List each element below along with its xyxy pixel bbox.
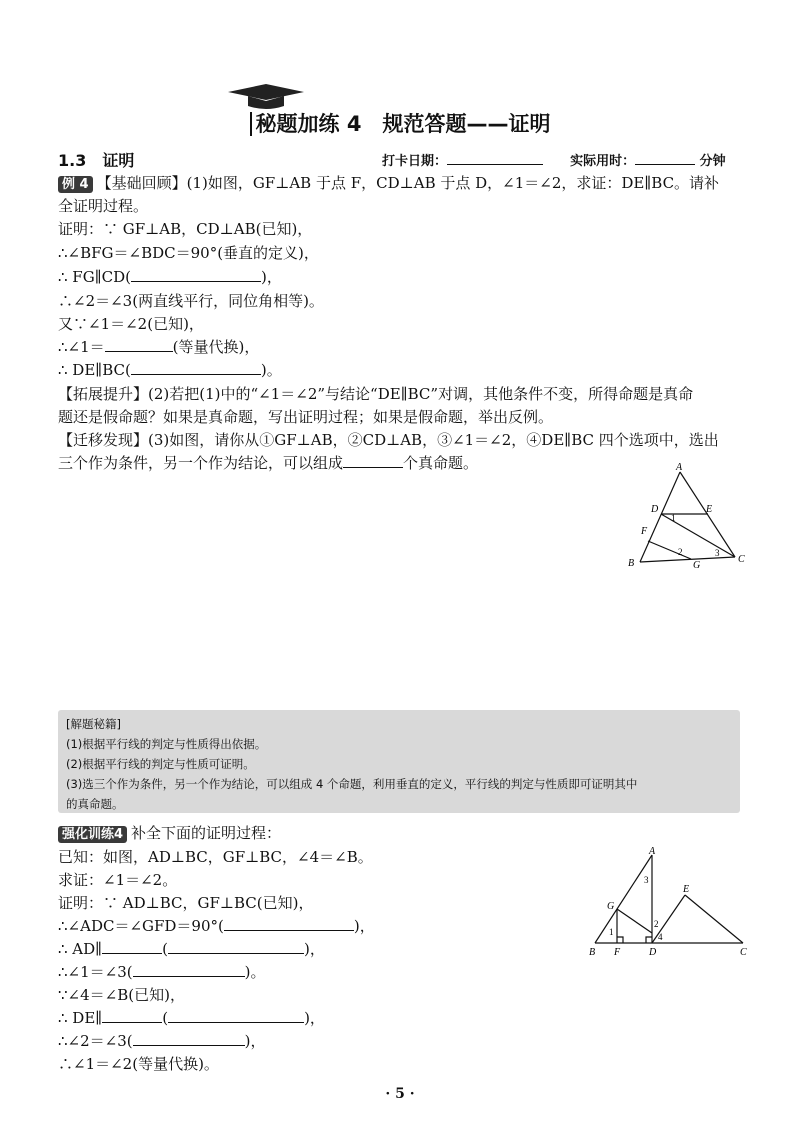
answer-blank[interactable] (131, 267, 261, 282)
fig1-label-D: D (651, 504, 659, 515)
training-instruction: 补全下面的证明过程： (131, 824, 282, 842)
fig2-label-C: C (740, 947, 747, 958)
fig2-label-G: G (607, 901, 615, 912)
geometry-figure-1 (615, 462, 755, 577)
fig2-label-E: E (683, 884, 690, 895)
proof-line-4: ∴∠2＝∠3(两直线平行，同位角相等)。 (58, 292, 324, 310)
page-title: 秘题加练 4 规范答题——证明 (0, 108, 800, 138)
transfer-line-2: 三个作为条件，另一个作为结论，可以组成 个真命题。 (58, 454, 479, 472)
fig2-label-2: 2 (654, 919, 659, 929)
section-label: 1.3 证明 (58, 151, 135, 170)
proof-line-3: ∴ FG∥CD( )， (58, 268, 282, 286)
training-line-2: ∴∠ADC＝∠GFD＝90°( )， (58, 917, 375, 935)
transfer-line-1: 【迁移发现】(3)如图，请你从①GF⊥AB，②CD⊥AB，③∠1＝∠2，④DE∥BC 四个选项中，选出 (58, 431, 719, 449)
answer-blank[interactable] (168, 1008, 304, 1023)
geometry-figure-2 (585, 845, 755, 960)
fig1-label-A: A (676, 462, 683, 473)
training-prove: 求证：∠1＝∠2。 (58, 871, 178, 889)
proof-line-2: ∴∠BFG＝∠BDC＝90°(垂直的定义)， (58, 244, 319, 262)
tips-title: [解题秘籍] (66, 717, 121, 731)
fig2-label-A: A (649, 846, 656, 857)
fig1-label-E: E (706, 504, 713, 515)
fig2-label-4: 4 (658, 932, 663, 942)
training-line-6: ∴ DE∥ ( )， (58, 1009, 325, 1027)
fig1-label-1: 1 (671, 513, 676, 523)
tips-item: (1)根据平行线的判定与性质得出依据。 (66, 737, 267, 751)
fig2-label-1: 1 (609, 927, 614, 937)
time-used-label: 实际用时： (570, 154, 636, 169)
answer-blank[interactable] (102, 939, 162, 954)
answer-blank[interactable] (133, 1031, 245, 1046)
proof-line-1: 证明：∵ GF⊥AB，CD⊥AB(已知)， (58, 220, 313, 238)
training-line-4: ∴∠1＝∠3( )。 (58, 963, 266, 981)
fig2-label-F: F (614, 947, 621, 958)
answer-blank[interactable] (105, 337, 173, 352)
page-number: · 5 · (385, 1086, 415, 1102)
fig2-label-3: 3 (644, 875, 649, 885)
fig1-label-F: F (641, 526, 648, 537)
solution-tips-box (58, 710, 740, 813)
fig2-label-D: D (649, 947, 657, 958)
training-line-7: ∴∠2＝∠3( )， (58, 1032, 266, 1050)
answer-blank[interactable] (168, 939, 304, 954)
training-line-3: ∴ AD∥ ( )， (58, 940, 325, 958)
extend-line-1: 【拓展提升】(2)若把(1)中的“∠1＝∠2”与结论“DE∥BC”对调，其他条件不变，所得命题是真命 (58, 385, 694, 403)
training-given: 已知：如图，AD⊥BC，GF⊥BC，∠4＝∠B。 (58, 848, 373, 866)
fig2-label-B: B (589, 947, 596, 958)
checkin-date-blank (447, 150, 543, 165)
answer-blank[interactable] (131, 360, 261, 375)
training-line-8: ∴∠1＝∠2(等量代换)。 (58, 1055, 219, 1073)
graduation-cap-icon (226, 82, 306, 110)
checkin-row (382, 150, 726, 169)
answer-blank[interactable] (343, 453, 403, 468)
fig1-label-3: 3 (715, 548, 720, 558)
tips-item: (3)选三个作为条件，另一个作为结论，可以组成 4 个命题，利用垂直的定义，平行线的判定与性质即可证明其中 (66, 777, 638, 791)
example-badge: 例 4 (58, 176, 93, 193)
proof-line-7: ∴ DE∥BC( )。 (58, 361, 282, 379)
checkin-date-label: 打卡日期： (382, 154, 448, 169)
tips-item: (2)根据平行线的判定与性质可证明。 (66, 757, 255, 771)
training-line-5: ∵∠4＝∠B(已知)， (58, 986, 185, 1004)
fig1-label-C: C (738, 554, 745, 565)
example-intro-2: 全证明过程。 (58, 197, 149, 215)
answer-blank[interactable] (224, 916, 354, 931)
fig1-label-B: B (628, 558, 635, 569)
fig1-label-G: G (693, 560, 701, 571)
example-intro-text: 【基础回顾】(1)如图，GF⊥AB 于点 F，CD⊥AB 于点 D，∠1＝∠2，求证：DE∥BC。请补 (96, 174, 720, 192)
time-unit: 分钟 (699, 154, 726, 169)
training-line-1: 证明：∵ AD⊥BC，GF⊥BC(已知)， (58, 894, 314, 912)
training-badge: 强化训练4 (58, 826, 127, 843)
proof-line-5: 又∵∠1＝∠2(已知)， (58, 315, 204, 333)
extend-line-2: 题还是假命题？如果是真命题，写出证明过程；如果是假命题，举出反例。 (58, 408, 554, 426)
answer-blank[interactable] (102, 1008, 162, 1023)
answer-blank[interactable] (133, 962, 245, 977)
tips-item: 的真命题。 (66, 797, 124, 811)
example-intro (58, 173, 719, 193)
time-used-blank (635, 150, 695, 165)
training-header (58, 823, 281, 843)
proof-line-6: ∴∠1＝ (等量代换)， (58, 338, 260, 356)
fig1-label-2: 2 (678, 547, 683, 557)
